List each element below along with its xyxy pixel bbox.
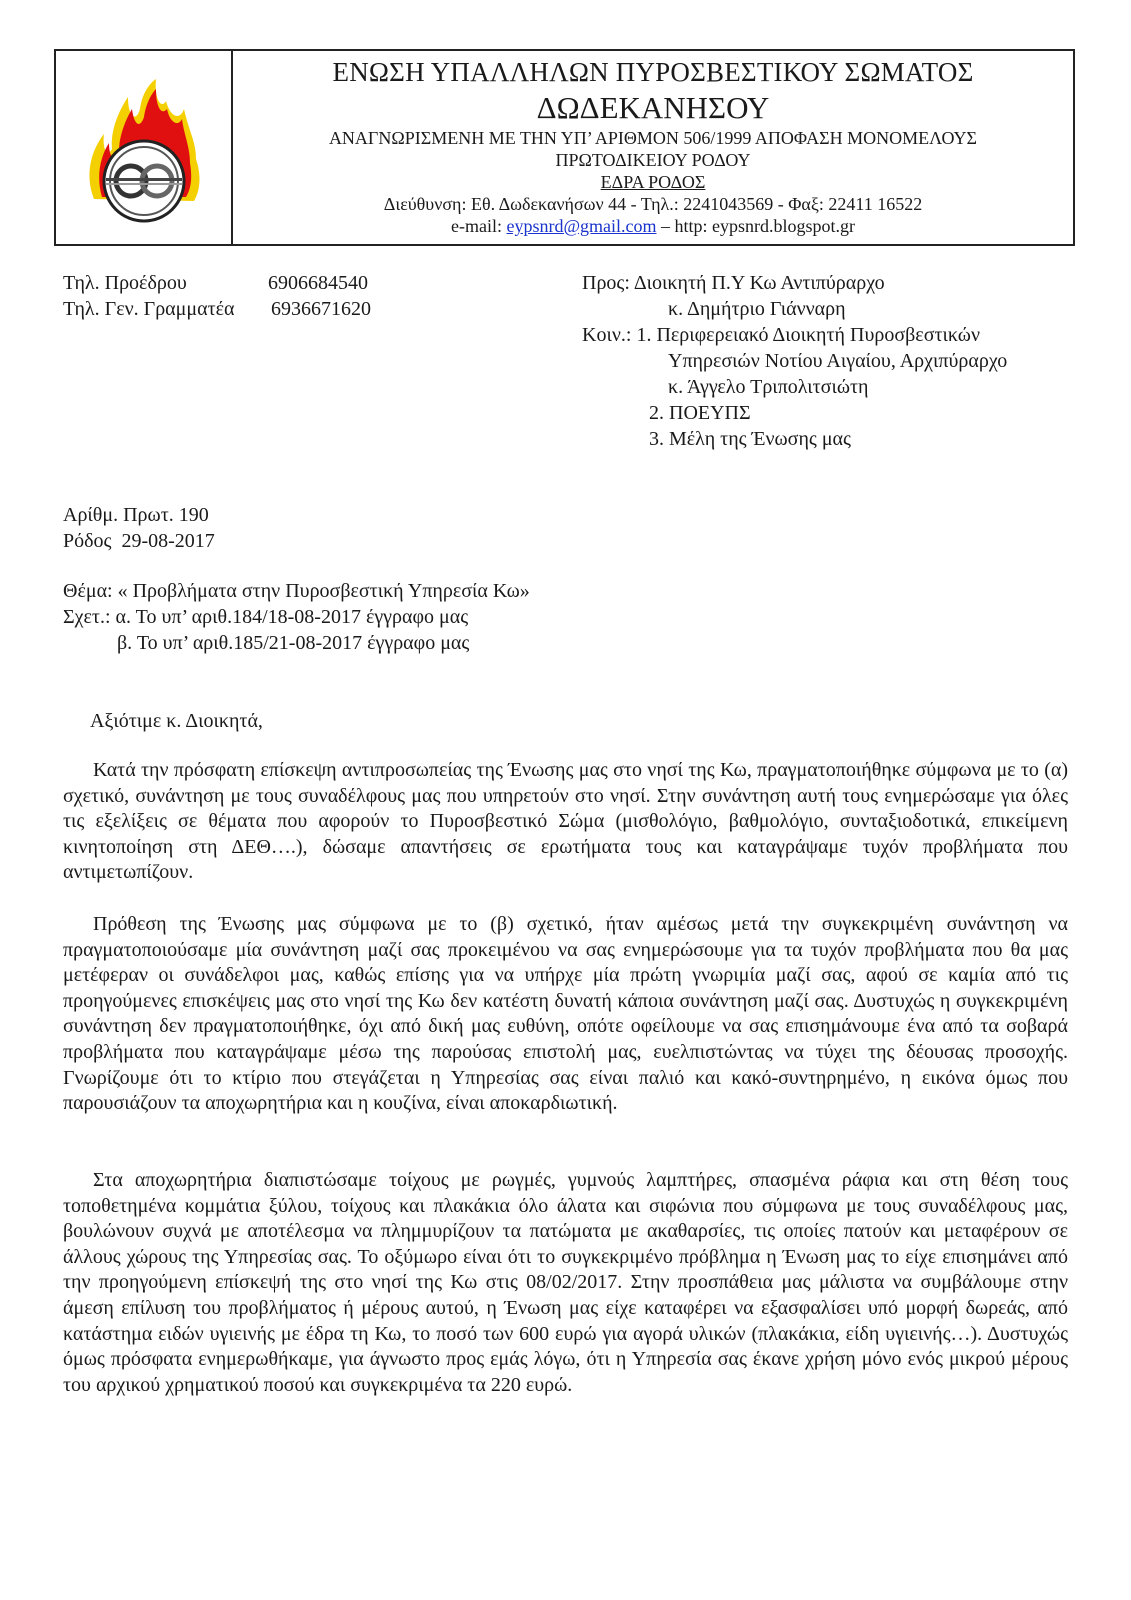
cc-recipient-1-cont: Υπηρεσιών Νοτίου Αιγαίου, Αρχιπύραρχο (668, 350, 1008, 372)
to-label: Προς: (582, 272, 630, 294)
cc-recipient-2: 2. ΠΟΕΥΠΣ (649, 402, 751, 424)
place-date: Ρόδος 29-08-2017 (63, 530, 215, 552)
contact-phones (63, 270, 371, 322)
email-link[interactable]: eypsnrd@gmail.com (506, 216, 657, 236)
organization-title: ΕΝΩΣΗ ΥΠΑΛΛΗΛΩΝ ΠΥΡΟΣΒΕΣΤΙΚΟΥ ΣΩΜΑΤΟΣ (332, 57, 974, 87)
body-paragraph-2 (63, 912, 1068, 1117)
paragraph-text: Πρόθεση της Ένωσης μας σύμφωνα με το (β) σχετικό, ήταν αμέσως μετά την συγκεκριμένη συνάντηση να πραγματοποιούσαμε μία συνάντηση μαζί σας προκειμένου να σας ενημερώσουμε για τα τυχόν προβλήματα που θα μας μετέφεραν οι συνάδελφοι μας, καθώς επίσης για να υπήρχε μία πρώτη γνωριμία μαζί σας, αφού σε καμία από τις προηγούμενες επισκέψεις μας στο νησί της Κω δεν κατέστη δυνατή κάποια συνάντηση μαζί σας. Δυστυχώς η συγκεκριμένη συνάντηση δεν πραγματοποιήθηκε, όχι από δική μας ευθύνη, οπότε οφείλουμε να σας επισημάνουμε ένα από τα σοβαρά προβλήματα που καταγράψαμε μέσω της παρούσας επιστολή μας, ευελπιστώντας να τύχει της δέουσας προσοχής. Γνωρίζουμε ότι το κτίριο που στεγάζεται η Υπηρεσίας σας είναι παλιό και κακό-συντηρημένο, η εικόνα όμως που παρουσιάζουν τα αποχωρητήρια και η κουζίνα, είναι αποκαρδιωτική. (63, 913, 1068, 1115)
recipients-block (582, 270, 1007, 452)
reference-a: Σχετ.: α. Το υπ’ αριθ.184/18-08-2017 έγγραφο μας (63, 606, 469, 628)
contact-phone: 6906684540 (268, 272, 368, 294)
logo-cell (56, 51, 233, 244)
contact-phone: 6936671620 (271, 298, 371, 320)
subject-title: Θέμα: « Προβλήματα στην Πυροσβεστική Υπηρεσία Κω» (63, 580, 530, 602)
cc-label: Κοιν.: (582, 324, 632, 346)
reference-b: β. Το υπ’ αριθ.185/21-08-2017 έγγραφο μας (117, 632, 470, 654)
cc-recipient-1: 1. Περιφερειακό Διοικητή Πυροσβεστικών (636, 324, 981, 346)
cc-recipient-1-name: κ. Άγγελο Τριπολιτσιώτη (668, 376, 869, 398)
document-meta (63, 502, 215, 554)
paragraph-text: Κατά την πρόσφατη επίσκεψη αντιπροσωπείας της Ένωσης μας στο νησί της Κω, πραγματοποιήθηκε σύμφωνα με το (α) σχετικό, συνάντηση με τους συναδέλφους μας που υπηρετούν στο νησί. Στην συνάντηση αυτή τους ενημερώσαμε για όλες τις εξελίξεις σε θέματα που αφορούν το Πυροσβεστικό Σώμα (μισθολόγιο, βαθμολόγιο, συνταξιοδοτικά, επικείμενη κινητοποίηση στη ΔΕΘ….), δώσαμε απαντήσεις σε ερωτήματα τους και καταγράψαμε τυχόν προβλήματα που αντιμετωπίζουν. (63, 759, 1068, 884)
paragraph-text: Στα αποχωρητήρια διαπιστώσαμε τοίχους με ρωγμές, γυμνούς λαμπτήρες, σπασμένα ράφια και στη θέση τους τοποθετημένα κομμάτια ξύλου, τοίχους και πλακάκια όλο άλατα και σιφώνια που σύμφωνα με τους συναδέλφους μας, βουλώνουν συχνά με αποτέλεσμα να πλημμυρίζουν τα πατώματα με ακαθαρσίες, τις οποίες πατούν και μεταφέρουν σε άλλους χώρους της Υπηρεσίας σας. Το οξύμωρο είναι ότι το συγκεκριμένο πρόβλημα η Ένωση μας το είχε επισημάνει από την προηγούμενη επίσκεψή της στο νησί της Κω στις 08/02/2017. Στην προσπάθεια μας μάλιστα να συμβάλουμε στην άμεση επίλυση του προβλήματος ή μέρους αυτού, η Ένωση μας είχε καταφέρει να εξασφαλίσει υπό μορφή δωρεάς, από κατάστημα ειδών υγιεινής με έδρα τη Κω, το ποσό των 600 ευρώ για αγορά υλικών (πλακάκια, είδη υγιεινής…). Δυστυχώς όμως πρόσφατα ενημερωθήκαμε, για άγνωστο προς εμάς λόγω, ότι η Υπηρεσία σας έκανε χρήση μόνο ενός μικρού μέρους του αρχικού χρηματικού ποσού και συγκεκριμένα τα 220 ευρώ. (63, 1169, 1068, 1396)
recognition-line-1: ΑΝΑΓΝΩΡΙΣΜΕΝΗ ΜΕ ΤΗΝ ΥΠ’ ΑΡΙΘΜΟΝ 506/1999 ΑΠΟΦΑΣΗ ΜΟΝΟΜΕΛΟΥΣ (328, 128, 978, 148)
organization-region: ΔΩΔΕΚΑΝΗΣΟΥ (536, 90, 770, 125)
email-label: e-mail: (450, 216, 507, 236)
contact-row (63, 270, 371, 296)
letterhead-text (233, 51, 1073, 244)
recognition-line-2: ΠΡΩΤΟΔΙΚΕΙΟΥ ΡΟΔΟΥ (555, 150, 751, 170)
body-paragraph-1 (63, 758, 1068, 886)
web-label: – http: (656, 216, 713, 236)
body-paragraph-3 (63, 1168, 1068, 1398)
address-line: Διεύθυνση: Εθ. Δωδεκανήσων 44 - Τηλ.: 2241043569 - Φαξ: 22411 16522 (383, 194, 923, 214)
subject-block (63, 578, 530, 656)
contact-line (233, 215, 1073, 237)
protocol-number: Αρίθμ. Πρωτ. 190 (63, 504, 209, 526)
to-recipient: Διοικητή Π.Υ Κω Αντιπύραρχο (633, 272, 885, 294)
contact-label: Τηλ. Προέδρου (63, 272, 187, 294)
salutation: Αξιότιμε κ. Διοικητά, (90, 710, 263, 732)
letterhead (54, 49, 1075, 246)
cc-recipient-3: 3. Μέλη της Ένωσης μας (649, 428, 851, 450)
seat-label: ΕΔΡΑ ΡΟΔΟΣ (600, 172, 706, 192)
contact-row (63, 296, 371, 322)
fire-service-emblem-icon (84, 79, 204, 224)
to-recipient-name: κ. Δημήτριο Γιάνναρη (668, 298, 846, 320)
website-text: eypsnrd.blogspot.gr (712, 216, 856, 236)
contact-label: Τηλ. Γεν. Γραμματέα (63, 298, 235, 320)
